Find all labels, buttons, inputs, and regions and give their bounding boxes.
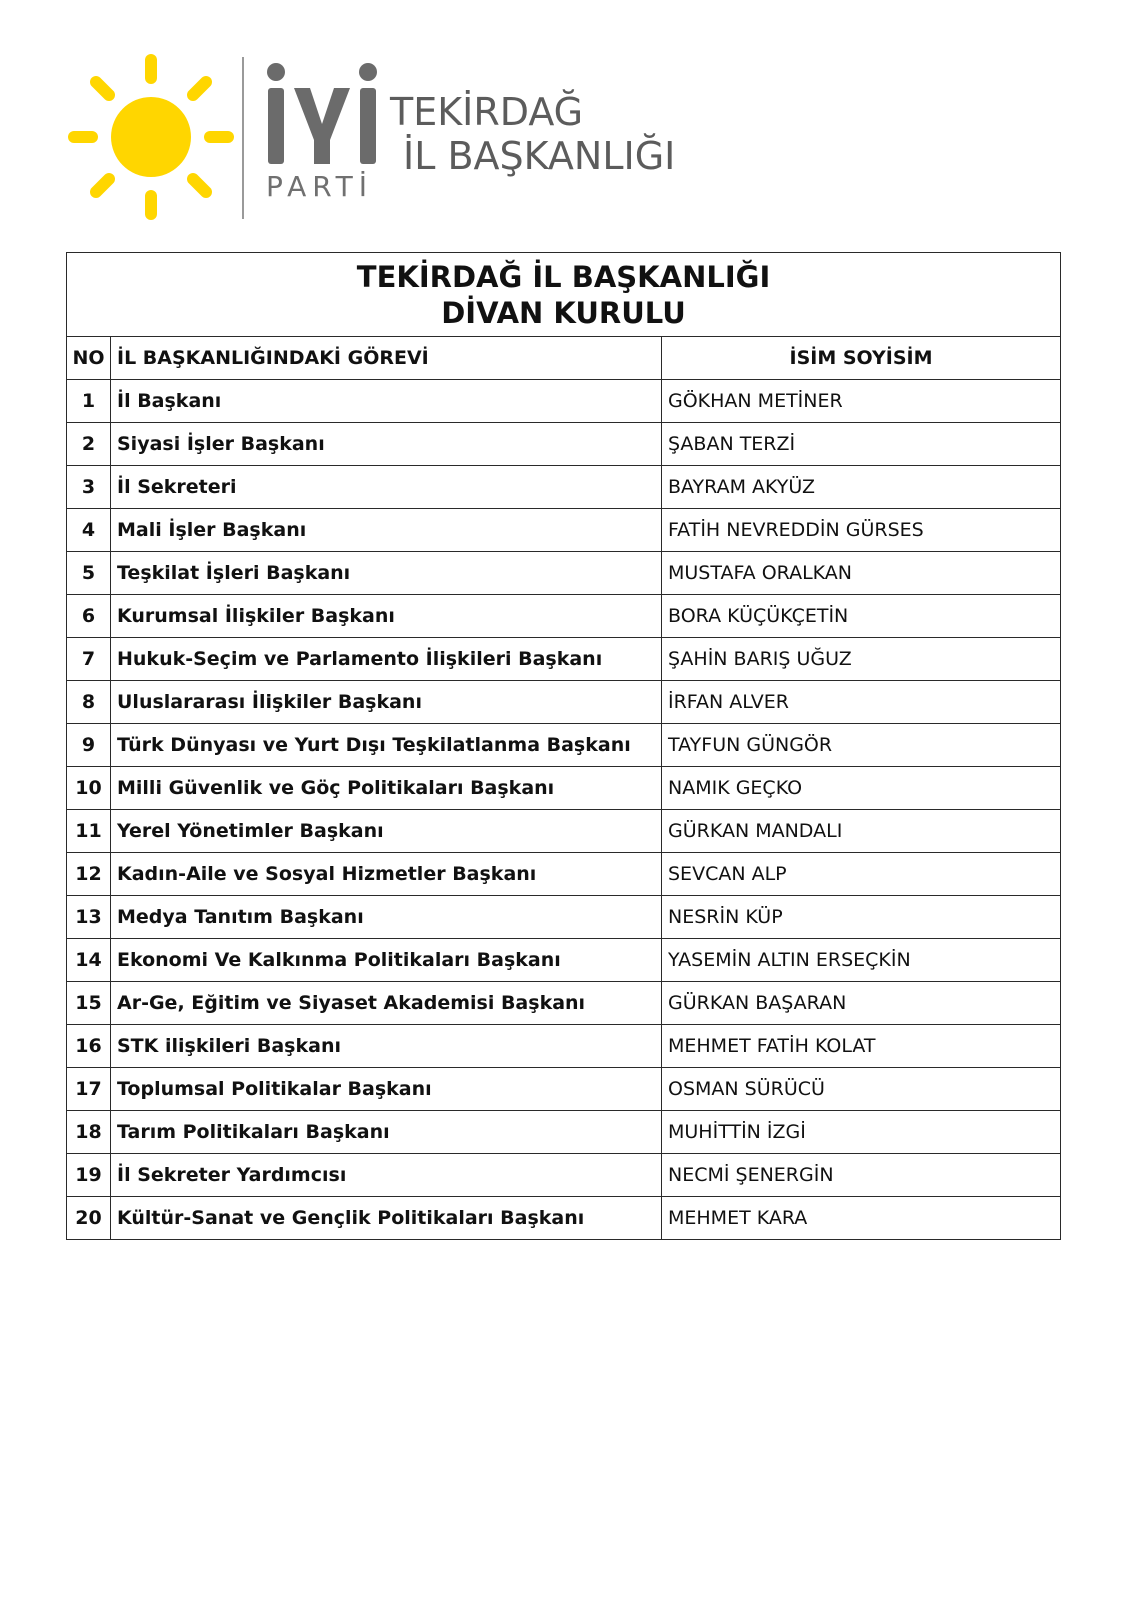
row-name: MEHMET FATİH KOLAT: [662, 1025, 1061, 1068]
table-header-row: [67, 337, 1061, 380]
table-row: [67, 767, 1061, 810]
row-role: Ar-Ge, Eğitim ve Siyaset Akademisi Başkanı: [111, 982, 662, 1025]
table-row: [67, 552, 1061, 595]
office-title-line1: TEKİRDAĞ: [390, 90, 584, 134]
row-number: 16: [67, 1025, 111, 1068]
table-row: [67, 810, 1061, 853]
row-name: SEVCAN ALP: [662, 853, 1061, 896]
row-number: 4: [67, 509, 111, 552]
table-row: [67, 1111, 1061, 1154]
row-number: 10: [67, 767, 111, 810]
table-row: [67, 466, 1061, 509]
row-role: Medya Tanıtım Başkanı: [111, 896, 662, 939]
row-number: 13: [67, 896, 111, 939]
row-role: Kadın-Aile ve Sosyal Hizmetler Başkanı: [111, 853, 662, 896]
row-role: Kurumsal İlişkiler Başkanı: [111, 595, 662, 638]
row-role: Kültür-Sanat ve Gençlik Politikaları Başkanı: [111, 1197, 662, 1240]
row-name: MEHMET KARA: [662, 1197, 1061, 1240]
row-role: STK ilişkileri Başkanı: [111, 1025, 662, 1068]
table-row: [67, 638, 1061, 681]
table-row: [67, 595, 1061, 638]
table-row: [67, 896, 1061, 939]
table-row: [67, 939, 1061, 982]
office-title-line2: İL BAŞKANLIĞI: [403, 134, 676, 178]
row-name: FATİH NEVREDDİN GÜRSES: [662, 509, 1061, 552]
row-number: 12: [67, 853, 111, 896]
row-number: 15: [67, 982, 111, 1025]
row-role: İl Sekreter Yardımcısı: [111, 1154, 662, 1197]
row-role: Hukuk-Seçim ve Parlamento İlişkileri Başkanı: [111, 638, 662, 681]
row-role: Milli Güvenlik ve Göç Politikaları Başkanı: [111, 767, 662, 810]
row-role: Türk Dünyası ve Yurt Dışı Teşkilatlanma Başkanı: [111, 724, 662, 767]
row-number: 1: [67, 380, 111, 423]
row-role: Tarım Politikaları Başkanı: [111, 1111, 662, 1154]
row-role: Siyasi İşler Başkanı: [111, 423, 662, 466]
row-name: GÖKHAN METİNER: [662, 380, 1061, 423]
table-title-line1: TEKİRDAĞ İL BAŞKANLIĞI: [356, 259, 771, 294]
row-number: 11: [67, 810, 111, 853]
row-name: BAYRAM AKYÜZ: [662, 466, 1061, 509]
row-role: Ekonomi Ve Kalkınma Politikaları Başkanı: [111, 939, 662, 982]
table-row: [67, 1197, 1061, 1240]
row-name: YASEMİN ALTIN ERSEÇKİN: [662, 939, 1061, 982]
row-name: ŞABAN TERZİ: [662, 423, 1061, 466]
table-row: [67, 724, 1061, 767]
row-name: GÜRKAN BAŞARAN: [662, 982, 1061, 1025]
row-role: Mali İşler Başkanı: [111, 509, 662, 552]
row-role: Teşkilat İşleri Başkanı: [111, 552, 662, 595]
row-role: İl Sekreteri: [111, 466, 662, 509]
table-row: [67, 681, 1061, 724]
row-role: Uluslararası İlişkiler Başkanı: [111, 681, 662, 724]
row-name: MUSTAFA ORALKAN: [662, 552, 1061, 595]
row-role: Toplumsal Politikalar Başkanı: [111, 1068, 662, 1111]
row-name: ŞAHİN BARIŞ UĞUZ: [662, 638, 1061, 681]
letterhead: [66, 52, 726, 222]
sun-icon: [66, 52, 236, 222]
row-name: İRFAN ALVER: [662, 681, 1061, 724]
header-name: İSİM SOYİSİM: [662, 337, 1061, 380]
table-row: [67, 1025, 1061, 1068]
table-row: [67, 982, 1061, 1025]
row-number: 3: [67, 466, 111, 509]
council-table: [66, 252, 1061, 1240]
row-role: İl Başkanı: [111, 380, 662, 423]
row-number: 5: [67, 552, 111, 595]
table-row: [67, 1068, 1061, 1111]
row-number: 17: [67, 1068, 111, 1111]
row-name: NECMİ ŞENERGİN: [662, 1154, 1061, 1197]
table-row: [67, 853, 1061, 896]
table-row: [67, 509, 1061, 552]
row-name: NAMIK GEÇKO: [662, 767, 1061, 810]
row-number: 9: [67, 724, 111, 767]
table-row: [67, 423, 1061, 466]
row-name: OSMAN SÜRÜCÜ: [662, 1068, 1061, 1111]
row-name: BORA KÜÇÜKÇETİN: [662, 595, 1061, 638]
row-number: 14: [67, 939, 111, 982]
row-number: 6: [67, 595, 111, 638]
row-number: 20: [67, 1197, 111, 1240]
table-title-row: [67, 253, 1061, 337]
table-title-line2: DİVAN KURULU: [441, 295, 686, 330]
row-name: GÜRKAN MANDALI: [662, 810, 1061, 853]
row-name: NESRİN KÜP: [662, 896, 1061, 939]
row-number: 18: [67, 1111, 111, 1154]
row-number: 7: [67, 638, 111, 681]
row-number: 19: [67, 1154, 111, 1197]
header-no: NO: [67, 337, 111, 380]
row-name: MUHİTTİN İZGİ: [662, 1111, 1061, 1154]
row-name: TAYFUN GÜNGÖR: [662, 724, 1061, 767]
table-row: [67, 1154, 1061, 1197]
header-role: İL BAŞKANLIĞINDAKİ GÖREVİ: [111, 337, 662, 380]
row-number: 2: [67, 423, 111, 466]
logo-divider: [242, 57, 244, 219]
table-row: [67, 380, 1061, 423]
table-title: [67, 253, 1061, 337]
row-number: 8: [67, 681, 111, 724]
logo-subtitle: PARTİ: [266, 170, 374, 203]
row-role: Yerel Yönetimler Başkanı: [111, 810, 662, 853]
